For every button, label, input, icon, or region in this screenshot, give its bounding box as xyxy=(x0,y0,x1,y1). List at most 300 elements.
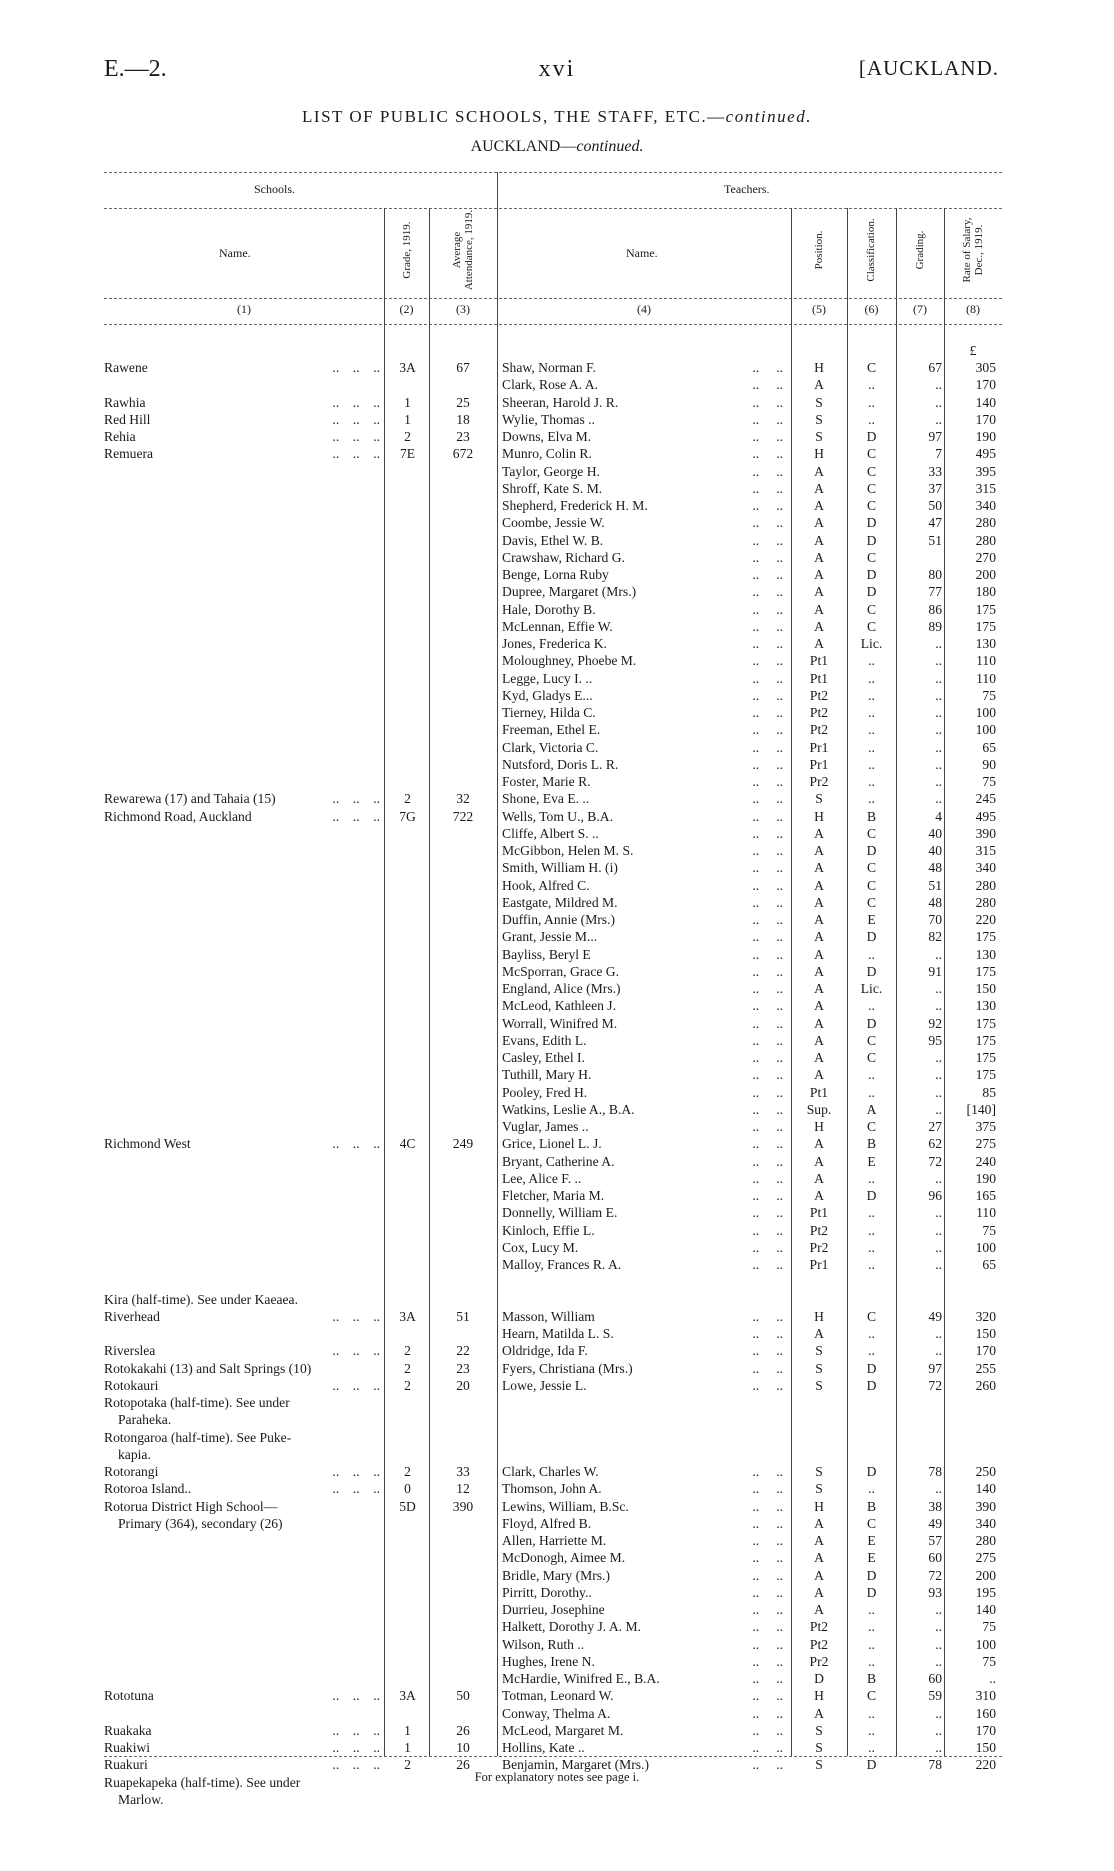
teacher-grading: 51 xyxy=(928,532,942,548)
teacher-name: Tierney, Hilda C. xyxy=(502,705,596,720)
teacher-salary: 175 xyxy=(975,963,996,979)
teacher-classification: .. xyxy=(868,1239,875,1255)
teacher-salary: 110 xyxy=(976,670,996,686)
teacher-position: Pt1 xyxy=(809,670,829,686)
school-attendance: 249 xyxy=(452,1136,474,1152)
teacher-salary: 340 xyxy=(975,1515,996,1531)
teacher-name: Masson, William xyxy=(502,1308,595,1324)
school-leader-dots: .. .. .. xyxy=(329,1722,380,1738)
teacher-name: Wylie, Thomas .. xyxy=(502,411,595,427)
teacher-name: Totman, Leonard W. xyxy=(502,1688,614,1704)
teacher-classification: D xyxy=(866,1188,877,1203)
rule-top xyxy=(104,172,1002,173)
teacher-salary: 220 xyxy=(975,912,996,927)
school-name: Riverslea xyxy=(104,1343,156,1359)
school-name: Primary (364), secondary (26) xyxy=(118,1515,283,1531)
teacher-grading: 49 xyxy=(928,1308,942,1324)
teacher-position: A xyxy=(814,1515,824,1531)
teacher-name: Grice, Lionel L. J. xyxy=(502,1136,602,1152)
colnum-4: (4) xyxy=(637,302,651,316)
school-name: Rotorangi xyxy=(104,1464,159,1479)
teacher-grading: 89 xyxy=(928,618,942,634)
teacher-grading: .. xyxy=(935,1653,942,1669)
school-name: Rotongaroa (half-time). See Puke- xyxy=(104,1429,292,1445)
teacher-name: Downs, Elva M. xyxy=(502,429,592,444)
teacher-leader-dots: .. .. xyxy=(752,998,783,1014)
teacher-position: Pt1 xyxy=(809,653,829,669)
teacher-position: Pt1 xyxy=(809,1084,829,1100)
teacher-name: Floyd, Alfred B. xyxy=(502,1515,592,1531)
teacher-grading: .. xyxy=(935,687,942,703)
school-grade: 2 xyxy=(404,1343,411,1359)
teacher-name: Worrall, Winifred M. xyxy=(502,1015,618,1031)
teacher-leader-dots: .. .. xyxy=(752,1119,783,1134)
teacher-salary: 170 xyxy=(975,1343,996,1359)
teacher-grading: .. xyxy=(935,411,942,427)
school-attendance: 50 xyxy=(456,1688,470,1704)
teacher-classification: D xyxy=(866,429,877,444)
teacher-name: Oldridge, Ida F. xyxy=(502,1343,588,1359)
teacher-salary: 275 xyxy=(975,1550,996,1566)
teacher-position: H xyxy=(814,1498,824,1514)
page-number: xvi xyxy=(538,56,576,82)
teacher-name: Pooley, Fred H. xyxy=(502,1084,588,1100)
school-attendance: 18 xyxy=(456,411,470,427)
teacher-leader-dots: .. .. xyxy=(752,1136,783,1152)
school-attendance: 22 xyxy=(456,1343,470,1359)
school-attendance: 12 xyxy=(456,1481,470,1497)
teacher-leader-dots: .. .. xyxy=(752,1653,783,1669)
teacher-salary: 175 xyxy=(975,618,996,634)
teacher-grading: 78 xyxy=(928,1757,942,1773)
teacher-grading: .. xyxy=(935,722,942,738)
teacher-classification: C xyxy=(866,480,877,496)
teacher-name: Grant, Jessie M... xyxy=(502,929,598,945)
teacher-salary: 90 xyxy=(982,756,996,772)
teacher-salary: 100 xyxy=(975,1239,996,1255)
school-attendance: 672 xyxy=(452,446,474,462)
teacher-classification: B xyxy=(866,808,877,824)
teacher-salary: 165 xyxy=(975,1188,996,1203)
teacher-name: McSporran, Grace G. xyxy=(502,963,620,979)
teacher-salary: 340 xyxy=(975,498,996,513)
teacher-position: Pt2 xyxy=(809,705,829,720)
school-leader-dots: .. .. .. xyxy=(329,1688,380,1704)
teacher-salary: 75 xyxy=(982,1619,996,1635)
teacher-name: Crawshaw, Richard G. xyxy=(502,549,625,565)
teacher-name: Sheeran, Harold J. R. xyxy=(502,394,619,410)
teacher-salary: 390 xyxy=(975,1498,996,1514)
teacher-salary: 190 xyxy=(975,429,996,444)
teacher-position: A xyxy=(814,1188,824,1203)
teacher-name: Donnelly, William E. xyxy=(502,1205,618,1221)
teacher-leader-dots: .. .. xyxy=(752,1032,783,1048)
teacher-position: A xyxy=(814,1705,824,1721)
teacher-grading: 33 xyxy=(928,463,942,479)
teacher-name: McLennan, Effie W. xyxy=(502,618,613,634)
teacher-salary: 170 xyxy=(975,411,996,427)
teacher-classification: C xyxy=(866,601,877,617)
teacher-salary: 150 xyxy=(975,1740,996,1755)
teacher-leader-dots: .. .. xyxy=(752,912,783,927)
table-title xyxy=(0,107,1114,127)
teacher-salary: 75 xyxy=(982,1653,996,1669)
teacher-position: A xyxy=(814,463,824,479)
teacher-name: Shepherd, Frederick H. M. xyxy=(502,498,648,513)
teacher-salary: 175 xyxy=(975,1050,996,1065)
teacher-position: A xyxy=(814,998,824,1014)
school-name: kapia. xyxy=(118,1446,151,1462)
teacher-classification: D xyxy=(866,515,877,531)
teacher-name: Hollins, Kate .. xyxy=(502,1740,585,1755)
teacher-leader-dots: .. .. xyxy=(752,1550,783,1566)
table-subtitle-cont: continued. xyxy=(576,138,644,155)
school-leader-dots: .. .. .. xyxy=(329,1136,380,1152)
teacher-leader-dots: .. .. xyxy=(752,653,783,669)
teacher-grading: 40 xyxy=(928,825,942,841)
teacher-leader-dots: .. .. xyxy=(752,1205,783,1221)
teacher-position: A xyxy=(814,894,824,910)
teacher-position: A xyxy=(814,963,824,979)
teacher-salary: 310 xyxy=(975,1688,996,1704)
teacher-leader-dots: .. .. xyxy=(752,963,783,979)
teacher-salary: 85 xyxy=(982,1084,996,1100)
teacher-name: Wells, Tom U., B.A. xyxy=(502,808,613,824)
teacher-name: Legge, Lucy I. .. xyxy=(502,670,593,686)
teacher-position: S xyxy=(815,1343,823,1359)
school-grade: 2 xyxy=(404,1464,411,1479)
teacher-position: S xyxy=(815,1481,823,1497)
teacher-classification: Lic. xyxy=(860,636,883,651)
teacher-position: A xyxy=(814,601,824,617)
teacher-leader-dots: .. .. xyxy=(752,722,783,738)
teacher-leader-dots: .. .. xyxy=(752,1722,783,1738)
teacher-position: S xyxy=(815,1464,823,1479)
teacher-salary: 100 xyxy=(975,705,996,720)
teacher-name: Fletcher, Maria M. xyxy=(502,1188,605,1203)
teacher-salary: .. xyxy=(989,1671,996,1686)
teacher-name: Freeman, Ethel E. xyxy=(502,722,601,738)
teacher-name: Malloy, Frances R. A. xyxy=(502,1257,622,1272)
teacher-name: Dupree, Margaret (Mrs.) xyxy=(502,584,637,600)
teacher-leader-dots: .. .. xyxy=(752,894,783,910)
teacher-classification: .. xyxy=(868,1205,875,1221)
teacher-position: A xyxy=(814,1550,824,1566)
teacher-leader-dots: .. .. xyxy=(752,1671,783,1686)
teacher-position: A xyxy=(814,480,824,496)
school-name: Rehia xyxy=(104,429,136,444)
teacher-name: Conway, Thelma A. xyxy=(502,1705,611,1721)
teacher-classification: C xyxy=(866,1032,877,1048)
school-leader-dots: .. .. .. xyxy=(329,1343,380,1359)
teacher-name: Halkett, Dorothy J. A. M. xyxy=(502,1619,641,1635)
teacher-grading: .. xyxy=(935,1067,942,1083)
school-grade: 1 xyxy=(404,394,411,410)
teacher-classification: .. xyxy=(868,1084,875,1100)
school-attendance: 51 xyxy=(456,1308,470,1324)
teacher-classification: .. xyxy=(868,791,875,807)
table-title-cont: continued. xyxy=(725,107,812,126)
teacher-name: McLeod, Margaret M. xyxy=(502,1722,624,1738)
school-attendance: 23 xyxy=(456,1360,470,1376)
teacher-salary: 175 xyxy=(975,929,996,945)
teacher-position: Pt2 xyxy=(809,1636,829,1652)
teacher-name: Duffin, Annie (Mrs.) xyxy=(502,912,616,927)
teacher-classification: .. xyxy=(868,1481,875,1497)
teacher-classification: D xyxy=(866,532,877,548)
teacher-salary: 175 xyxy=(975,601,996,617)
teacher-leader-dots: .. .. xyxy=(752,843,783,858)
teacher-grading: .. xyxy=(935,1636,942,1652)
school-name: Red Hill xyxy=(104,411,151,427)
school-name: Rotoroa Island.. xyxy=(104,1481,192,1497)
teacher-leader-dots: .. .. xyxy=(752,377,783,393)
teacher-salary: 495 xyxy=(975,808,996,824)
teacher-name: Hook, Alfred C. xyxy=(502,877,590,893)
teacher-name: Kyd, Gladys E... xyxy=(502,687,593,703)
teacher-name: Wilson, Ruth .. xyxy=(502,1636,585,1652)
teacher-salary: 65 xyxy=(982,1257,996,1272)
teacher-position: H xyxy=(814,1119,824,1134)
teacher-name: Cliffe, Albert S. .. xyxy=(502,825,599,841)
school-name: Rewarewa (17) and Tahaia (15) xyxy=(104,791,276,807)
teacher-salary: 280 xyxy=(975,532,996,548)
school-leader-dots: .. .. .. xyxy=(329,1464,380,1479)
teacher-salary: 140 xyxy=(975,394,996,410)
page-header xyxy=(0,0,1114,170)
school-grade: 7E xyxy=(399,446,416,462)
teacher-position: A xyxy=(814,532,824,548)
teacher-salary: 75 xyxy=(982,687,996,703)
teacher-leader-dots: .. .. xyxy=(752,584,783,600)
teacher-grading: .. xyxy=(935,1257,942,1272)
school-leader-dots: .. .. .. xyxy=(329,429,380,444)
teacher-leader-dots: .. .. xyxy=(752,670,783,686)
school-leader-dots: .. .. .. xyxy=(329,394,380,410)
teacher-salary: 280 xyxy=(975,877,996,893)
teacher-leader-dots: .. .. xyxy=(752,1153,783,1169)
school-leader-dots: .. .. .. xyxy=(329,411,380,427)
teacher-grading: 96 xyxy=(928,1188,942,1203)
colnum-8: (8) xyxy=(966,302,980,316)
teacher-name: Clark, Rose A. A. xyxy=(502,377,598,393)
teacher-name: Shone, Eva E. .. xyxy=(502,791,590,807)
table-title-main: LIST OF PUBLIC SCHOOLS, THE STAFF, ETC.— xyxy=(302,107,726,126)
teacher-position: A xyxy=(814,618,824,634)
teacher-leader-dots: .. .. xyxy=(752,394,783,410)
school-grade: 2 xyxy=(404,1360,411,1376)
school-name: Rotokauri xyxy=(104,1377,159,1393)
school-attendance: 20 xyxy=(456,1377,470,1393)
teacher-grading: .. xyxy=(935,1602,942,1617)
teacher-classification: B xyxy=(866,1671,877,1686)
footnote: For explanatory notes see page i. xyxy=(474,1770,640,1784)
teacher-position: Pr1 xyxy=(809,756,829,772)
teacher-leader-dots: .. .. xyxy=(752,360,783,375)
teacher-classification: D xyxy=(866,1757,877,1773)
teacher-classification: .. xyxy=(868,653,875,669)
teacher-grading: 97 xyxy=(928,1360,942,1376)
teacher-salary: 175 xyxy=(975,1015,996,1031)
teacher-name: Smith, William H. (i) xyxy=(502,860,618,876)
teacher-grading: 7 xyxy=(935,446,942,462)
teacher-grading: .. xyxy=(935,1705,942,1721)
school-leader-dots: .. .. .. xyxy=(329,1481,380,1497)
teacher-salary: 200 xyxy=(975,567,996,582)
teacher-salary: 150 xyxy=(975,1326,996,1341)
teacher-grading: 38 xyxy=(928,1498,942,1514)
teacher-position: A xyxy=(814,1602,824,1617)
teacher-salary: 65 xyxy=(982,739,996,755)
teacher-grading: .. xyxy=(935,1205,942,1221)
teacher-leader-dots: .. .. xyxy=(752,1170,783,1186)
teacher-classification: .. xyxy=(868,1067,875,1083)
teacher-leader-dots: .. .. xyxy=(752,1515,783,1531)
school-leader-dots: .. .. .. xyxy=(329,446,380,462)
school-grade: 2 xyxy=(404,791,411,807)
teacher-leader-dots: .. .. xyxy=(752,1619,783,1635)
teacher-leader-dots: .. .. xyxy=(752,739,783,755)
teacher-classification: D xyxy=(866,929,877,945)
teacher-grading: .. xyxy=(935,394,942,410)
report-code: E.—2. xyxy=(104,56,167,82)
teacher-classification: .. xyxy=(868,687,875,703)
teacher-leader-dots: .. .. xyxy=(752,463,783,479)
teacher-grading: 51 xyxy=(928,877,942,893)
teacher-name: Benge, Lorna Ruby xyxy=(502,567,609,582)
teacher-name: Eastgate, Mildred M. xyxy=(502,894,618,910)
teacher-classification: .. xyxy=(868,394,875,410)
teacher-leader-dots: .. .. xyxy=(752,756,783,772)
teacher-position: Pr2 xyxy=(809,1653,829,1669)
school-name: Riverhead xyxy=(104,1308,160,1324)
vrule-2 xyxy=(429,208,430,1756)
school-name: Richmond Road, Auckland xyxy=(104,808,252,824)
col-teacher-name: Name. xyxy=(626,246,658,260)
teacher-classification: C xyxy=(866,894,877,910)
teacher-leader-dots: .. .. xyxy=(752,705,783,720)
school-name: Marlow. xyxy=(118,1791,164,1807)
teacher-grading: 82 xyxy=(928,929,942,945)
school-name: Ruakaka xyxy=(104,1722,152,1738)
teacher-classification: C xyxy=(866,1119,877,1134)
teacher-classification: D xyxy=(866,1015,877,1031)
teacher-name: Thomson, John A. xyxy=(502,1481,602,1497)
group-schools-heading: Schools. xyxy=(254,182,296,196)
colnum-1: (1) xyxy=(237,302,251,316)
teacher-leader-dots: .. .. xyxy=(752,946,783,962)
teacher-salary: 200 xyxy=(975,1567,996,1583)
teacher-position: A xyxy=(814,825,824,841)
teacher-leader-dots: .. .. xyxy=(752,1015,783,1031)
teacher-classification: .. xyxy=(868,739,875,755)
teacher-classification: .. xyxy=(868,1222,875,1238)
school-grade: 7G xyxy=(399,808,416,824)
vrule-schools-teachers xyxy=(497,172,498,1756)
teacher-leader-dots: .. .. xyxy=(752,1567,783,1583)
teacher-classification: B xyxy=(866,1136,877,1152)
teacher-name: Bridle, Mary (Mrs.) xyxy=(502,1567,610,1583)
teacher-grading: 4 xyxy=(935,808,942,824)
teacher-classification: .. xyxy=(868,1326,875,1341)
teacher-leader-dots: .. .. xyxy=(752,515,783,531)
teacher-position: A xyxy=(814,877,824,893)
teacher-leader-dots: .. .. xyxy=(752,1464,783,1479)
teacher-leader-dots: .. .. xyxy=(752,774,783,789)
school-grade: 1 xyxy=(404,1722,411,1738)
teacher-position: A xyxy=(814,515,824,531)
teacher-salary: 275 xyxy=(975,1136,996,1152)
teacher-name: Lewins, William, B.Sc. xyxy=(502,1498,629,1514)
school-grade: 4C xyxy=(399,1136,416,1152)
school-attendance: 10 xyxy=(456,1740,470,1755)
teacher-name: Davis, Ethel W. B. xyxy=(502,532,604,548)
teacher-leader-dots: .. .. xyxy=(752,567,783,582)
teacher-classification: D xyxy=(866,567,877,582)
teacher-leader-dots: .. .. xyxy=(752,860,783,876)
teacher-leader-dots: .. .. xyxy=(752,1757,783,1773)
teacher-salary: 305 xyxy=(975,360,996,375)
teacher-classification: .. xyxy=(868,1653,875,1669)
school-name: Richmond West xyxy=(104,1136,191,1152)
teacher-grading: 95 xyxy=(928,1032,942,1048)
teacher-salary: 175 xyxy=(975,1067,996,1083)
teacher-position: Pt2 xyxy=(809,687,829,703)
teacher-position: A xyxy=(814,498,824,513)
teacher-position: Pr1 xyxy=(809,739,829,755)
teacher-position: Pt2 xyxy=(809,722,829,738)
teacher-leader-dots: .. .. xyxy=(752,1188,783,1203)
teacher-classification: .. xyxy=(868,670,875,686)
teacher-grading: 72 xyxy=(928,1153,942,1169)
school-grade: 1 xyxy=(404,1740,411,1755)
teacher-leader-dots: .. .. xyxy=(752,429,783,444)
teacher-grading: 78 xyxy=(928,1464,942,1479)
teacher-grading: 50 xyxy=(928,498,942,513)
teacher-leader-dots: .. .. xyxy=(752,498,783,513)
teacher-grading: 86 xyxy=(928,601,942,617)
col-salary: Rate of Salary, Dec., 1919. xyxy=(961,217,985,283)
teacher-name: Benjamin, Margaret (Mrs.) xyxy=(502,1757,649,1773)
teacher-classification: D xyxy=(866,1584,877,1600)
school-name: Ruapekapeka (half-time). See under xyxy=(104,1774,301,1790)
teacher-classification: D xyxy=(866,843,877,858)
colnum-2: (2) xyxy=(399,302,414,316)
teacher-leader-dots: .. .. xyxy=(752,1326,783,1341)
teacher-name: Lowe, Jessie L. xyxy=(502,1377,587,1393)
teacher-salary: 110 xyxy=(976,653,996,669)
teacher-name: Bryant, Catherine A. xyxy=(502,1153,615,1169)
teacher-position: A xyxy=(814,636,824,651)
school-name: Remuera xyxy=(104,446,154,462)
teacher-position: S xyxy=(815,1757,823,1773)
teacher-name: England, Alice (Mrs.) xyxy=(502,981,621,996)
teacher-grading: .. xyxy=(935,981,942,996)
teacher-position: H xyxy=(814,360,824,375)
teacher-position: S xyxy=(815,791,823,807)
vrule-1 xyxy=(384,208,385,1756)
teacher-classification: A xyxy=(866,1101,877,1117)
teacher-grading: 37 xyxy=(928,480,942,496)
teacher-name: Lee, Alice F. .. xyxy=(502,1170,582,1186)
teacher-position: Pt2 xyxy=(809,1222,829,1238)
teacher-leader-dots: .. .. xyxy=(752,1067,783,1083)
teacher-position: S xyxy=(815,411,823,427)
teacher-leader-dots: .. .. xyxy=(752,1377,783,1393)
teacher-position: A xyxy=(814,549,824,565)
teacher-name: Taylor, George H. xyxy=(502,463,600,479)
teacher-classification: .. xyxy=(868,722,875,738)
